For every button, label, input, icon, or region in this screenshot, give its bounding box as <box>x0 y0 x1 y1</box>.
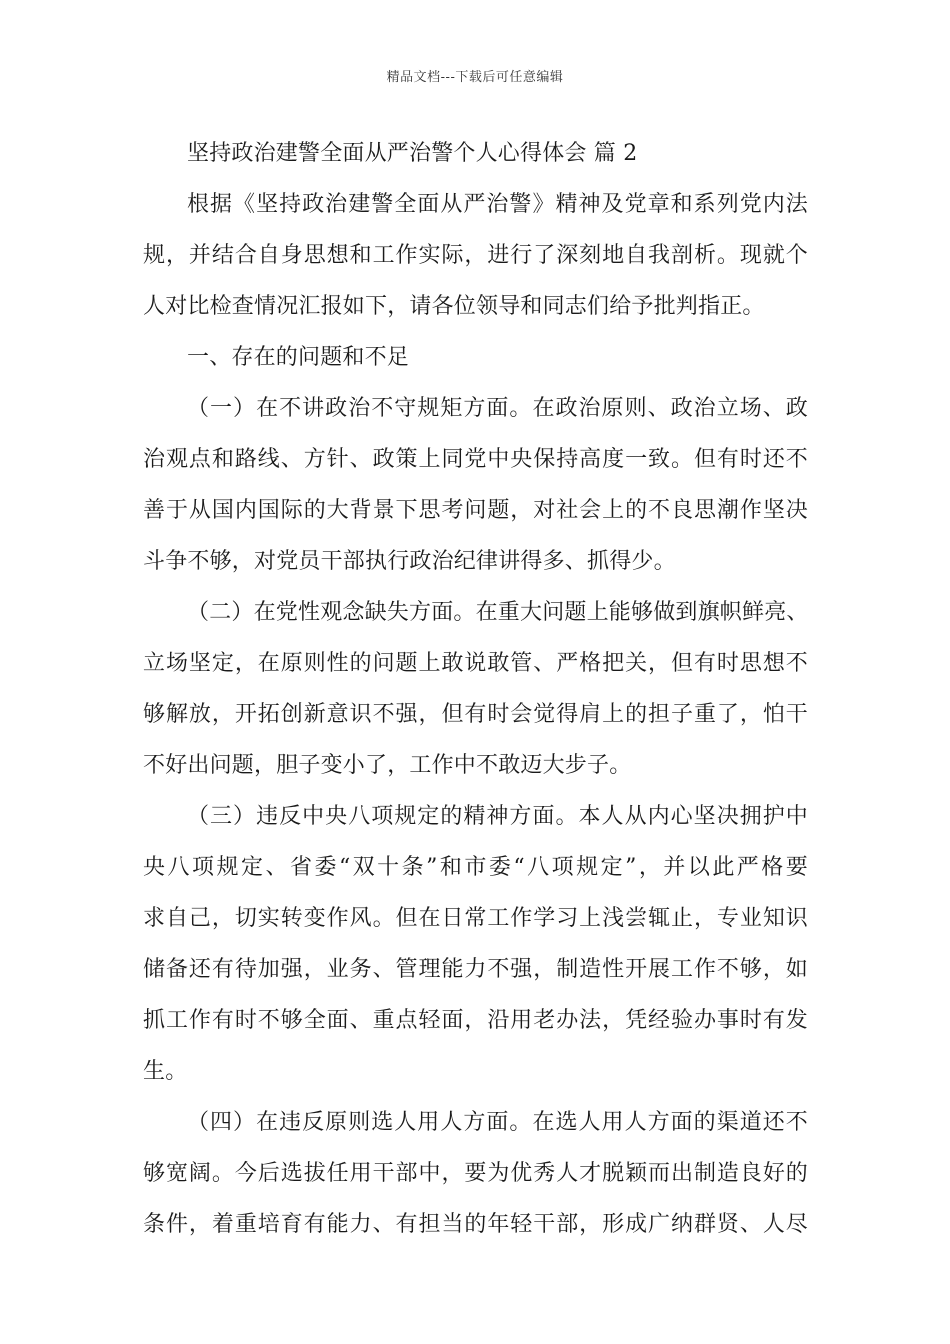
document-title: 坚持政治建警全面从严治警个人心得体会 篇 2 <box>187 141 638 166</box>
paragraph-line: 够解放，开拓创新意识不强，但有时会觉得肩上的担子重了，怕干 <box>143 702 808 727</box>
paragraph-item-2 <box>143 587 808 791</box>
paragraph-line: 立场坚定，在原则性的问题上敢说敢管、严格把关，但有时思想不 <box>143 651 808 676</box>
paragraph-line: （四）在违反原则选人用人方面。在选人用人方面的渠道还不 <box>187 1110 808 1135</box>
paragraph-line: 善于从国内国际的大背景下思考问题，对社会上的不良思潮作坚决 <box>143 498 808 523</box>
paragraph-item-3 <box>143 791 808 1097</box>
paragraph-line: （二）在党性观念缺失方面。在重大问题上能够做到旗帜鲜亮、 <box>187 600 809 625</box>
paragraph-line: 抓工作有时不够全面、重点轻面，沿用老办法，凭经验办事时有发 <box>143 1008 808 1033</box>
paragraph-line: 够宽阔。今后选拔任用干部中，要为优秀人才脱颖而出制造良好的 <box>143 1161 808 1186</box>
paragraph-intro <box>143 179 808 332</box>
paragraph-item-4 <box>143 1097 808 1250</box>
paragraph-line: 斗争不够，对党员干部执行政治纪律讲得多、抓得少。 <box>143 549 676 574</box>
paragraph-line: 根据《坚持政治建警全面从严治警》精神及党章和系列党内法 <box>187 192 808 217</box>
paragraph-item-1 <box>143 383 808 587</box>
paragraph-line: 规，并结合自身思想和工作实际，进行了深刻地自我剖析。现就个 <box>143 243 808 268</box>
paragraph-line: （一）在不讲政治不守规矩方面。在政治原则、政治立场、政 <box>187 396 808 421</box>
paragraph-line: 求自己，切实转变作风。但在日常工作学习上浅尝辄止，专业知识 <box>143 906 808 931</box>
paragraph-line: 人对比检查情况汇报如下，请各位领导和同志们给予批判指正。 <box>143 294 765 319</box>
paragraph-line: 不好出问题，胆子变小了，工作中不敢迈大步子。 <box>143 753 632 778</box>
paragraph-line: 储备还有待加强，业务、管理能力不强，制造性开展工作不够，如 <box>143 957 808 982</box>
section-heading <box>143 332 808 383</box>
paragraph-line: 生。 <box>143 1059 188 1084</box>
section-heading-line: 一、存在的问题和不足 <box>187 345 410 370</box>
paragraph-line: （三）违反中央八项规定的精神方面。本人从内心坚决拥护中 <box>187 804 808 829</box>
paragraph-line: 条件，着重培育有能力、有担当的年轻干部，形成广纳群贤、人尽 <box>143 1212 808 1237</box>
paragraph-line: 治观点和路线、方针、政策上同党中央保持高度一致。但有时还不 <box>143 447 808 472</box>
paragraph-line: 央八项规定、省委“双十条”和市委“八项规定”，并以此严格要 <box>143 855 808 880</box>
page-header-note: 精品文档---下载后可任意编辑 <box>386 70 564 85</box>
document-body <box>143 128 808 1250</box>
